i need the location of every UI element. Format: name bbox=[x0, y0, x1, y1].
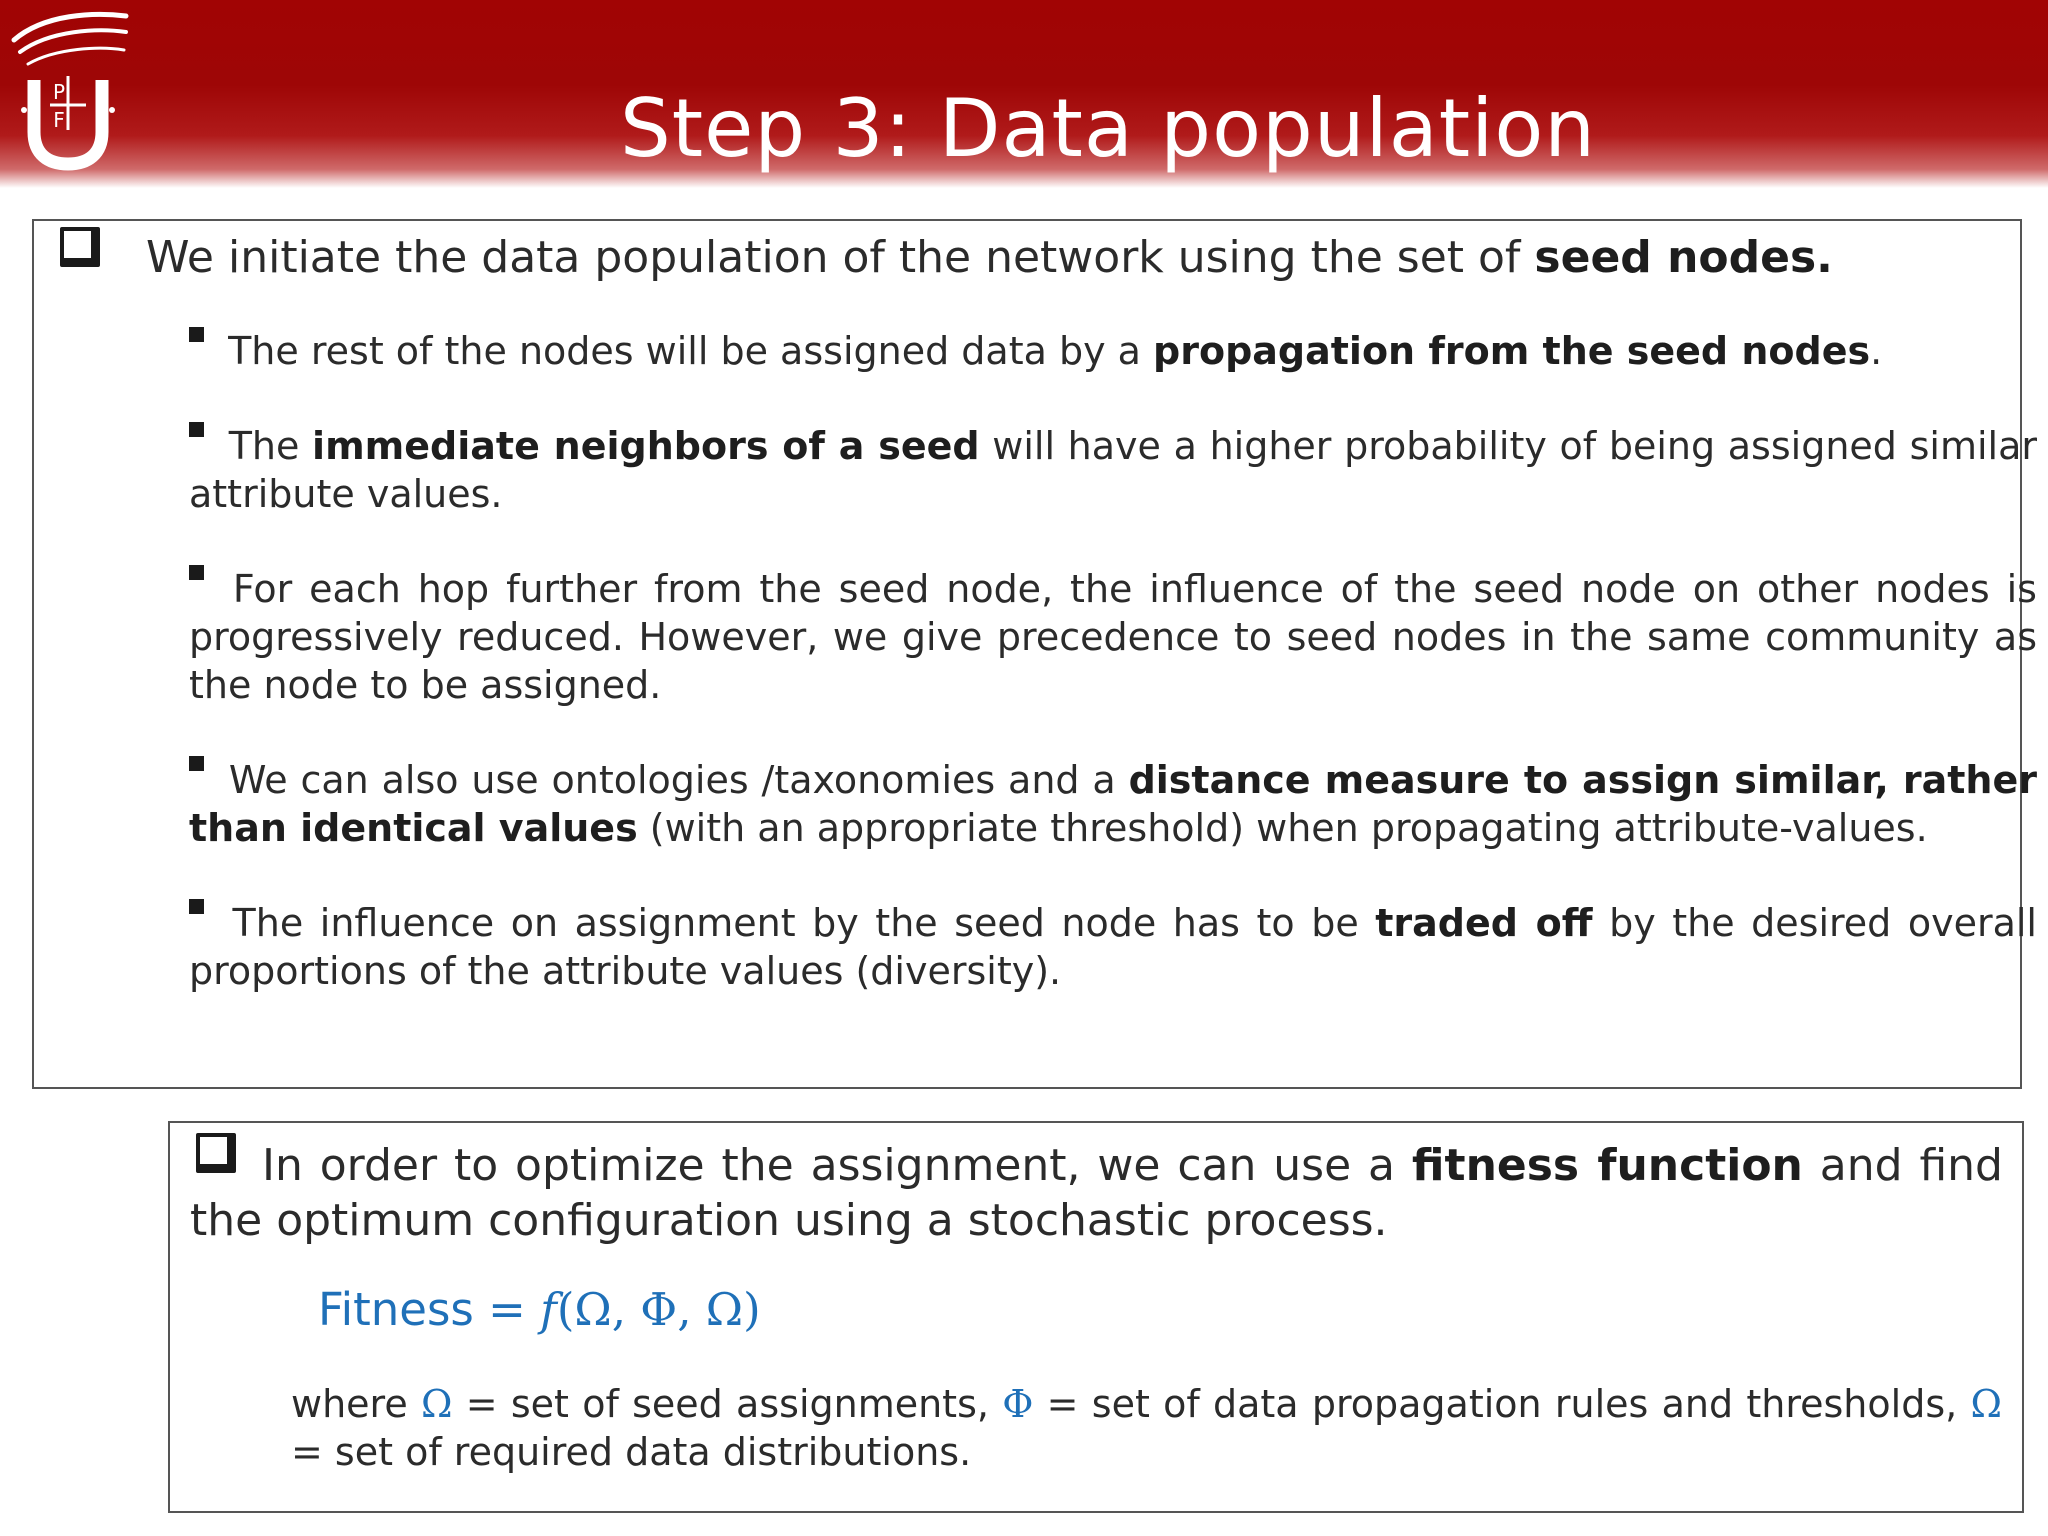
fitness-statement: In order to optimize the assignment, we can use a fitness function and find the optimum configuration using a stochastic process. bbox=[190, 1140, 2003, 1246]
bullet-item: We can also use ontologies /taxonomies and a distance measure to assign similar, rather than identical values (with an appropriate threshold) when propagating attribute-values. bbox=[189, 758, 2037, 850]
square-bullet-icon bbox=[189, 565, 204, 580]
square-bullet-icon bbox=[189, 756, 204, 771]
checkbox-bullet-icon bbox=[60, 227, 100, 267]
intro-statement: We initiate the data population of the network using the set of seed nodes. bbox=[146, 232, 1833, 283]
square-bullet-icon bbox=[189, 899, 204, 914]
bullet-item: The influence on assignment by the seed node has to be traded off by the desired overall proportions of the attribute values (diversity). bbox=[189, 901, 2037, 993]
svg-text:F: F bbox=[53, 108, 65, 132]
content-box-seed-nodes bbox=[32, 219, 2037, 1089]
square-bullet-icon bbox=[189, 327, 204, 342]
formula-definitions: where Ω = set of seed assignments, Φ = set of data propagation rules and thresholds, Ω = set of required data distributions. bbox=[291, 1382, 2002, 1474]
slide-header bbox=[0, 0, 2048, 188]
bullet-item: For each hop further from the seed node, the influence of the seed node on other nodes is progressively reduced. However, we give precedence to seed nodes in the same community as the node to be assigned. bbox=[189, 567, 2037, 707]
svg-text:P: P bbox=[52, 80, 66, 104]
fitness-formula: Fitness = f(Ω, Φ, Ω) bbox=[318, 1283, 761, 1336]
bullet-item: The rest of the nodes will be assigned data by a propagation from the seed nodes. bbox=[189, 327, 2037, 375]
slide-title: Step 3: Data population bbox=[620, 82, 1597, 175]
university-logo bbox=[4, 6, 132, 174]
bullet-item: The immediate neighbors of a seed will have a higher probability of being assigned similar attribute values. bbox=[189, 424, 2037, 516]
square-bullet-icon bbox=[189, 422, 204, 437]
